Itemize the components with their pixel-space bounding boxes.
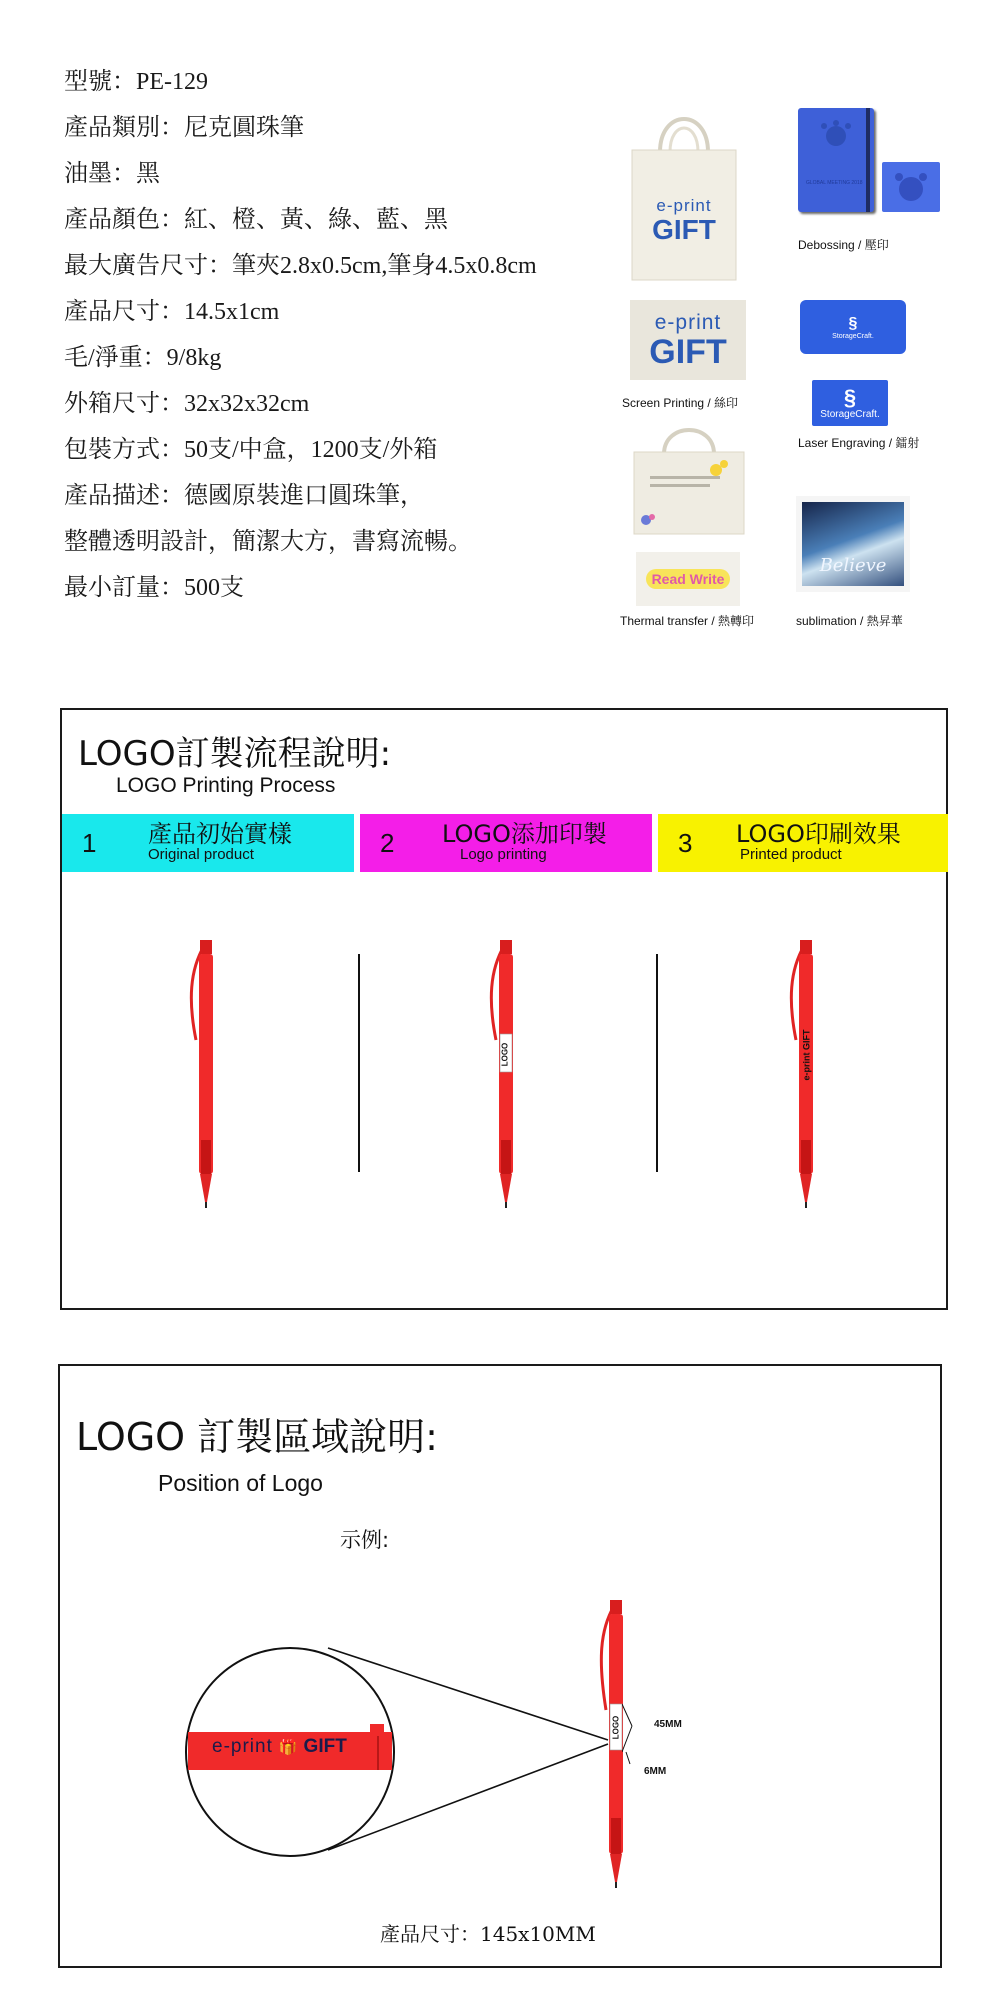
step-2-number: 2 (380, 828, 395, 858)
storagecraft-icon: § (848, 314, 858, 332)
example-label: 示例: (340, 1528, 390, 1552)
spec-product-size: 產品尺寸：14.5x1cm (64, 299, 280, 325)
believe-text: Believe (819, 555, 887, 576)
deboss-detail-icon (889, 169, 933, 205)
zoom-eprint-text: e-print (212, 1736, 273, 1757)
spec-category: 產品類別：尼克圓珠筆 (64, 115, 304, 141)
spec-colors: 產品顏色：紅、橙、黃、綠、藍、黑 (64, 207, 448, 233)
zoom-print-text (212, 1736, 347, 1758)
screen-printing-sample (630, 300, 746, 380)
step-1-banner (62, 814, 354, 872)
caption-sublimation: sublimation / 熱昇華 (796, 614, 903, 628)
dim-pen-logo-label: LOGO (611, 1715, 621, 1739)
dimension-6mm: 6MM (644, 1766, 667, 1777)
logo-position-section (58, 1364, 942, 1968)
print-method-samples (600, 90, 1004, 650)
step-2-label-en: Logo printing (460, 846, 547, 863)
spec-ink: 油墨：黑 (64, 161, 160, 187)
sublimation-sample (796, 496, 910, 592)
step-1-label-cn: 產品初始實樣 (148, 820, 292, 848)
logo-process-section (60, 708, 948, 1310)
pen-original (186, 940, 226, 1210)
screen-gift-wordmark: GIFT (649, 333, 727, 371)
step-3-banner (658, 814, 948, 872)
spec-description: 產品描述：德國原裝進口圓珠筆， (64, 483, 424, 509)
eprint-wordmark: e-print (656, 196, 712, 215)
notebook-text: GLOBAL MEETING 2018 (806, 180, 863, 186)
step-3-label-en: Printed product (740, 846, 842, 863)
pen-logo-area (486, 940, 526, 1210)
notebook-deboss-icon (816, 120, 856, 154)
gift-box-icon: 🎁 (278, 1738, 298, 1756)
caption-thermal-transfer: Thermal transfer / 熱轉印 (620, 614, 755, 628)
spec-packing: 包裝方式：50支/中盒，1200支/外箱 (64, 437, 438, 463)
dimension-45mm: 45MM (654, 1719, 682, 1730)
process-divider-2 (656, 954, 658, 1172)
zoom-gift-text: GIFT (303, 1736, 347, 1757)
position-title-en: Position of Logo (158, 1470, 323, 1496)
pen-logo-label: LOGO (500, 1042, 510, 1066)
zoom-diagram (60, 1366, 944, 1970)
pen-logo-label-wrap (500, 1037, 510, 1071)
read-write-text: Read Write (646, 569, 731, 589)
caption-laser-engraving: Laser Engraving / 鐳射 (798, 436, 920, 450)
notebook-deboss-detail (882, 162, 940, 212)
product-size-label: 產品尺寸：145x10MM (380, 1922, 596, 1946)
process-title-en: LOGO Printing Process (116, 774, 336, 797)
spec-moq: 最小訂量：500支 (64, 575, 244, 601)
tote-print-logo (640, 190, 728, 250)
screen-eprint-wordmark: e-print (654, 311, 722, 334)
thermal-tote-image (630, 420, 748, 536)
caption-debossing: Debossing / 壓印 (798, 238, 889, 252)
product-specs (64, 62, 624, 614)
spec-carton-size: 外箱尺寸：32x32x32cm (64, 391, 310, 417)
caption-screen-printing: Screen Printing / 絲印 (622, 396, 739, 410)
step-1-number: 1 (82, 828, 97, 858)
process-title-cn: LOGO訂製流程說明: (78, 734, 392, 774)
spec-model: 型號：PE-129 (64, 69, 208, 95)
position-title-cn: LOGO 訂製區域說明: (76, 1415, 438, 1459)
notebook-band (866, 108, 870, 212)
sublimation-print (802, 502, 904, 586)
laser-tag-sample (800, 300, 906, 354)
notebook-image (798, 108, 874, 212)
spec-description-cont: 整體透明設計，簡潔大方，書寫流暢。 (64, 529, 472, 555)
process-divider-1 (358, 954, 360, 1172)
pen-print-label: e-print GIFT (801, 1029, 811, 1081)
spec-weight: 毛/淨重：9/8kg (64, 345, 222, 371)
storagecraft-badge-icon: § (843, 384, 857, 410)
storagecraft-tag-text: StorageCraft. (832, 332, 874, 340)
spec-max-print-area: 最大廣告尺寸：筆夾2.8x0.5cm,筆身4.5x0.8cm (64, 253, 537, 279)
dim-pen-logo-wrap (610, 1704, 622, 1750)
step-2-banner (360, 814, 652, 872)
pen-print-label-wrap (801, 1018, 811, 1092)
step-3-label-cn: LOGO印刷效果 (736, 820, 901, 848)
step-3-number: 3 (678, 828, 693, 858)
laser-badge-sample (812, 380, 888, 426)
step-2-label-cn: LOGO添加印製 (442, 820, 607, 848)
step-1-label-en: Original product (148, 846, 254, 863)
gift-wordmark: GIFT (652, 214, 716, 245)
thermal-sticker-sample (636, 552, 740, 606)
storagecraft-badge-text: StorageCraft. (820, 408, 880, 420)
